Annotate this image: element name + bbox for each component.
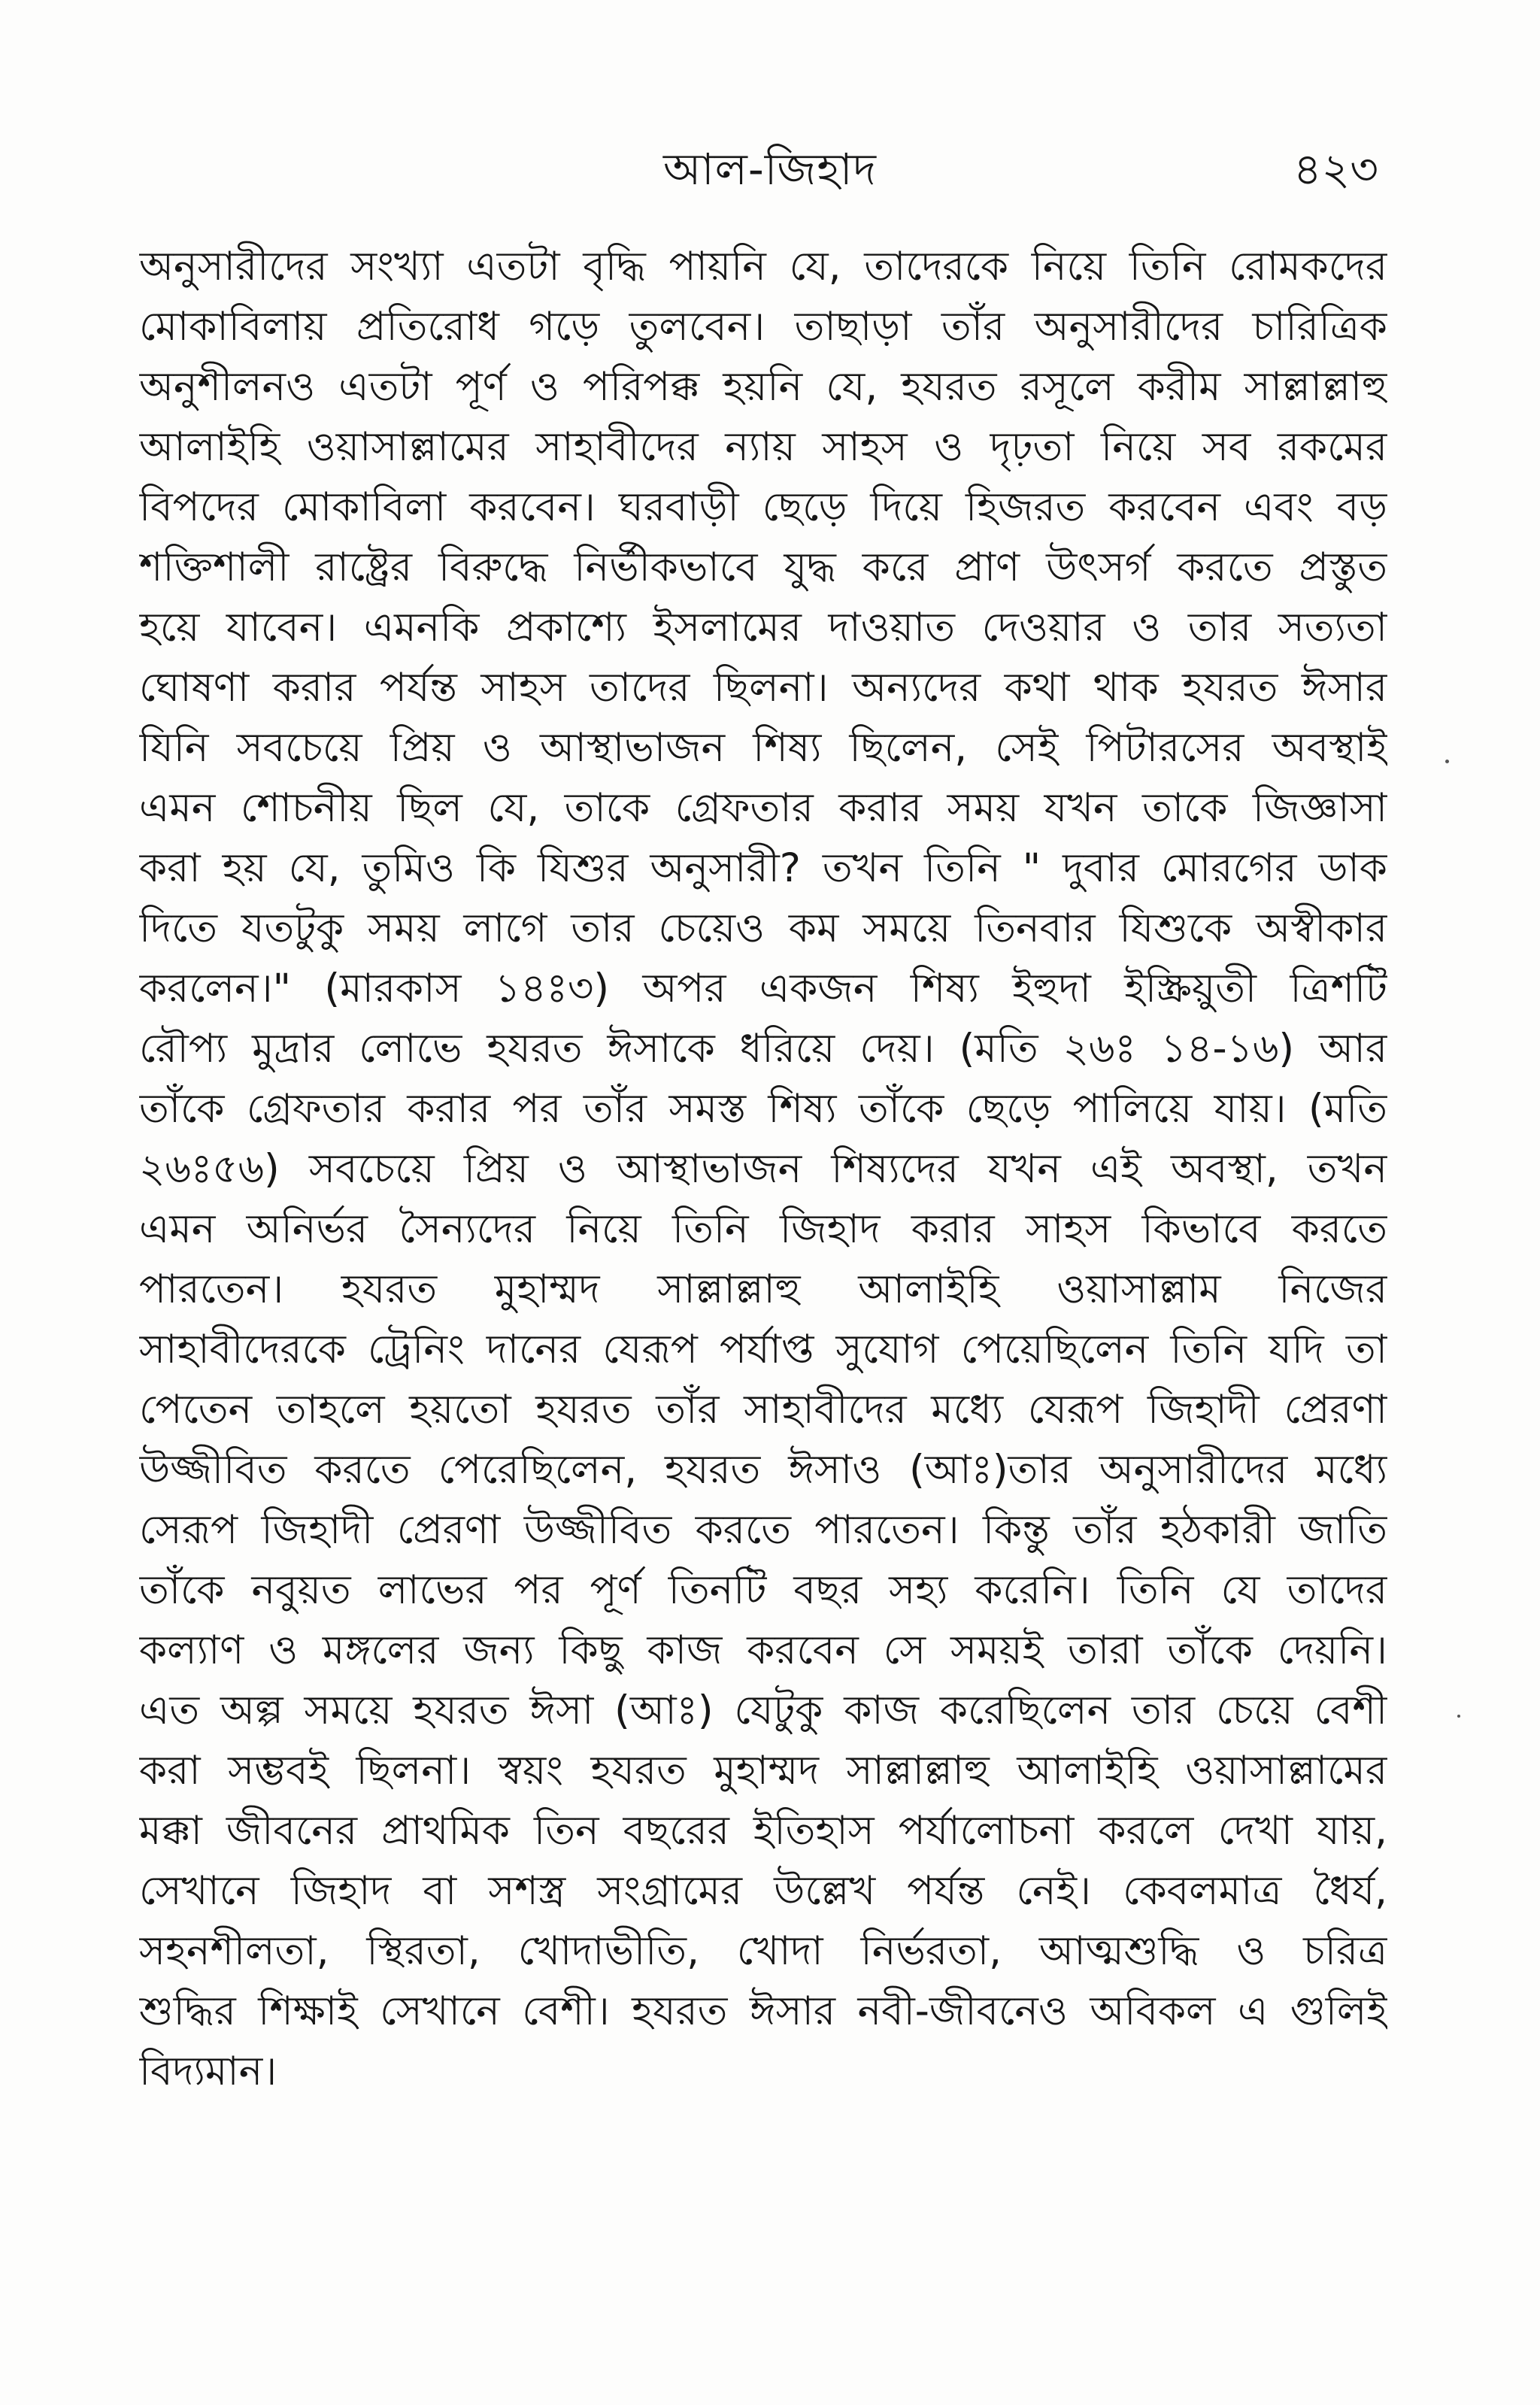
text-line-6: শক্তিশালী রাষ্ট্রের বিরুদ্ধে নির্ভীকভাবে যুদ্ধ করে প্রাণ উৎসর্গ করতে প্রস্তুত: [139, 544, 1387, 590]
running-title: আল-জিহাদ: [662, 144, 878, 195]
text-line-24: কল্যাণ ও মঙ্গলের জন্য কিছু কাজ করবেন সে সময়ই তারা তাঁকে দেয়নি।: [139, 1627, 1387, 1673]
text-line-15: তাঁকে গ্রেফতার করার পর তাঁর সমস্ত শিষ্য তাঁকে ছেড়ে পালিয়ে যায়। (মতি: [139, 1086, 1387, 1132]
text-line-19: সাহাবীদেরকে ট্রেনিং দানের যেরূপ পর্যাপ্ত সুযোগ পেয়েছিলেন তিনি যদি তা: [139, 1327, 1387, 1372]
text-line-14: রৌপ্য মুদ্রার লোভে হযরত ঈসাকে ধরিয়ে দেয়। (মতি ২৬ঃ ১৪-১৬) আর: [139, 1026, 1387, 1072]
text-line-29: সহনশীলতা, স্থিরতা, খোদাভীতি, খোদা নির্ভরতা, আত্মশুদ্ধি ও চরিত্র: [139, 1928, 1387, 1974]
text-line-8: ঘোষণা করার পর্যন্ত সাহস তাদের ছিলনা। অন্যদের কথা থাক হযরত ঈসার: [139, 665, 1387, 711]
body-paragraph: [139, 237, 1387, 2102]
page-header: [0, 135, 1540, 203]
text-line-4: আলাইহি ওয়াসাল্লামের সাহাবীদের ন্যায় সাহস ও দৃঢ়তা নিয়ে সব রকমের: [139, 424, 1387, 470]
text-line-16: ২৬ঃ৫৬) সবচেয়ে প্রিয় ও আস্থাভাজন শিষ্যদের যখন এই অবস্থা, তখন: [139, 1146, 1387, 1192]
scan-speck: [1457, 1715, 1460, 1718]
text-line-3: অনুশীলনও এতটা পূর্ণ ও পরিপক্ক হয়নি যে, হযরত রসূলে করীম সাল্লাল্লাহু: [139, 364, 1387, 410]
scan-speck: [1445, 760, 1449, 763]
text-line-9: যিনি সবচেয়ে প্রিয় ও আস্থাভাজন শিষ্য ছিলেন, সেই পিটারসের অবস্থাই: [139, 725, 1387, 771]
text-line-20: পেতেন তাহলে হয়তো হযরত তাঁর সাহাবীদের মধ্যে যেরূপ জিহাদী প্রেরণা: [139, 1387, 1387, 1433]
text-line-1: অনুসারীদের সংখ্যা এতটা বৃদ্ধি পায়নি যে, তাদেরকে নিয়ে তিনি রোমকদের: [139, 244, 1387, 290]
text-line-17: এমন অনির্ভর সৈন্যদের নিয়ে তিনি জিহাদ করার সাহস কিভাবে করতে: [139, 1206, 1387, 1252]
text-line-30: শুদ্ধির শিক্ষাই সেখানে বেশী। হযরত ঈসার নবী-জীবনেও অবিকল এ গুলিই: [139, 1988, 1387, 2034]
text-line-31: বিদ্যমান।: [139, 2049, 277, 2094]
text-line-13: করলেন।" (মারকাস ১৪ঃ৩) অপর একজন শিষ্য ইহুদা ইস্ক্রিয়ুতী ত্রিশটি: [139, 966, 1387, 1011]
text-line-2: মোকাবিলায় প্রতিরোধ গড়ে তুলবেন। তাছাড়া তাঁর অনুসারীদের চারিত্রিক: [139, 304, 1387, 350]
page-number: ৪২৩: [1293, 144, 1378, 195]
text-line-27: মক্কা জীবনের প্রাথমিক তিন বছরের ইতিহাস পর্যালোচনা করলে দেখা যায়,: [139, 1808, 1387, 1854]
text-line-28: সেখানে জিহাদ বা সশস্ত্র সংগ্রামের উল্লেখ পর্যন্ত নেই। কেবলমাত্র ধৈর্য,: [139, 1868, 1387, 1914]
text-line-10: এমন শোচনীয় ছিল যে, তাকে গ্রেফতার করার সময় যখন তাকে জিজ্ঞাসা: [139, 785, 1387, 831]
text-line-11: করা হয় যে, তুমিও কি যিশুর অনুসারী? তখন তিনি " দুবার মোরগের ডাক: [139, 845, 1387, 891]
text-line-26: করা সম্ভবই ছিলনা। স্বয়ং হযরত মুহাম্মদ সাল্লাল্লাহু আলাইহি ওয়াসাল্লামের: [139, 1748, 1387, 1794]
text-line-25: এত অল্প সময়ে হযরত ঈসা (আঃ) যেটুকু কাজ করেছিলেন তার চেয়ে বেশী: [139, 1688, 1387, 1733]
text-line-7: হয়ে যাবেন। এমনকি প্রকাশ্যে ইসলামের দাওয়াত দেওয়ার ও তার সত্যতা: [139, 605, 1387, 651]
text-line-12: দিতে যতটুকু সময় লাগে তার চেয়েও কম সময়ে তিনবার যিশুকে অস্বীকার: [139, 905, 1387, 951]
text-line-23: তাঁকে নবুয়ত লাভের পর পূর্ণ তিনটি বছর সহ্য করেনি। তিনি যে তাদের: [139, 1567, 1387, 1613]
text-line-21: উজ্জীবিত করতে পেরেছিলেন, হযরত ঈসাও (আঃ)তার অনুসারীদের মধ্যে: [139, 1447, 1387, 1493]
text-line-5: বিপদের মোকাবিলা করবেন। ঘরবাড়ী ছেড়ে দিয়ে হিজরত করবেন এবং বড়: [139, 484, 1387, 530]
text-line-18: পারতেন। হযরত মুহাম্মদ সাল্লাল্লাহু আলাইহি ওয়াসাল্লাম নিজের: [139, 1266, 1387, 1312]
text-line-22: সেরূপ জিহাদী প্রেরণা উজ্জীবিত করতে পারতেন। কিন্তু তাঁর হঠকারী জাতি: [139, 1507, 1387, 1553]
